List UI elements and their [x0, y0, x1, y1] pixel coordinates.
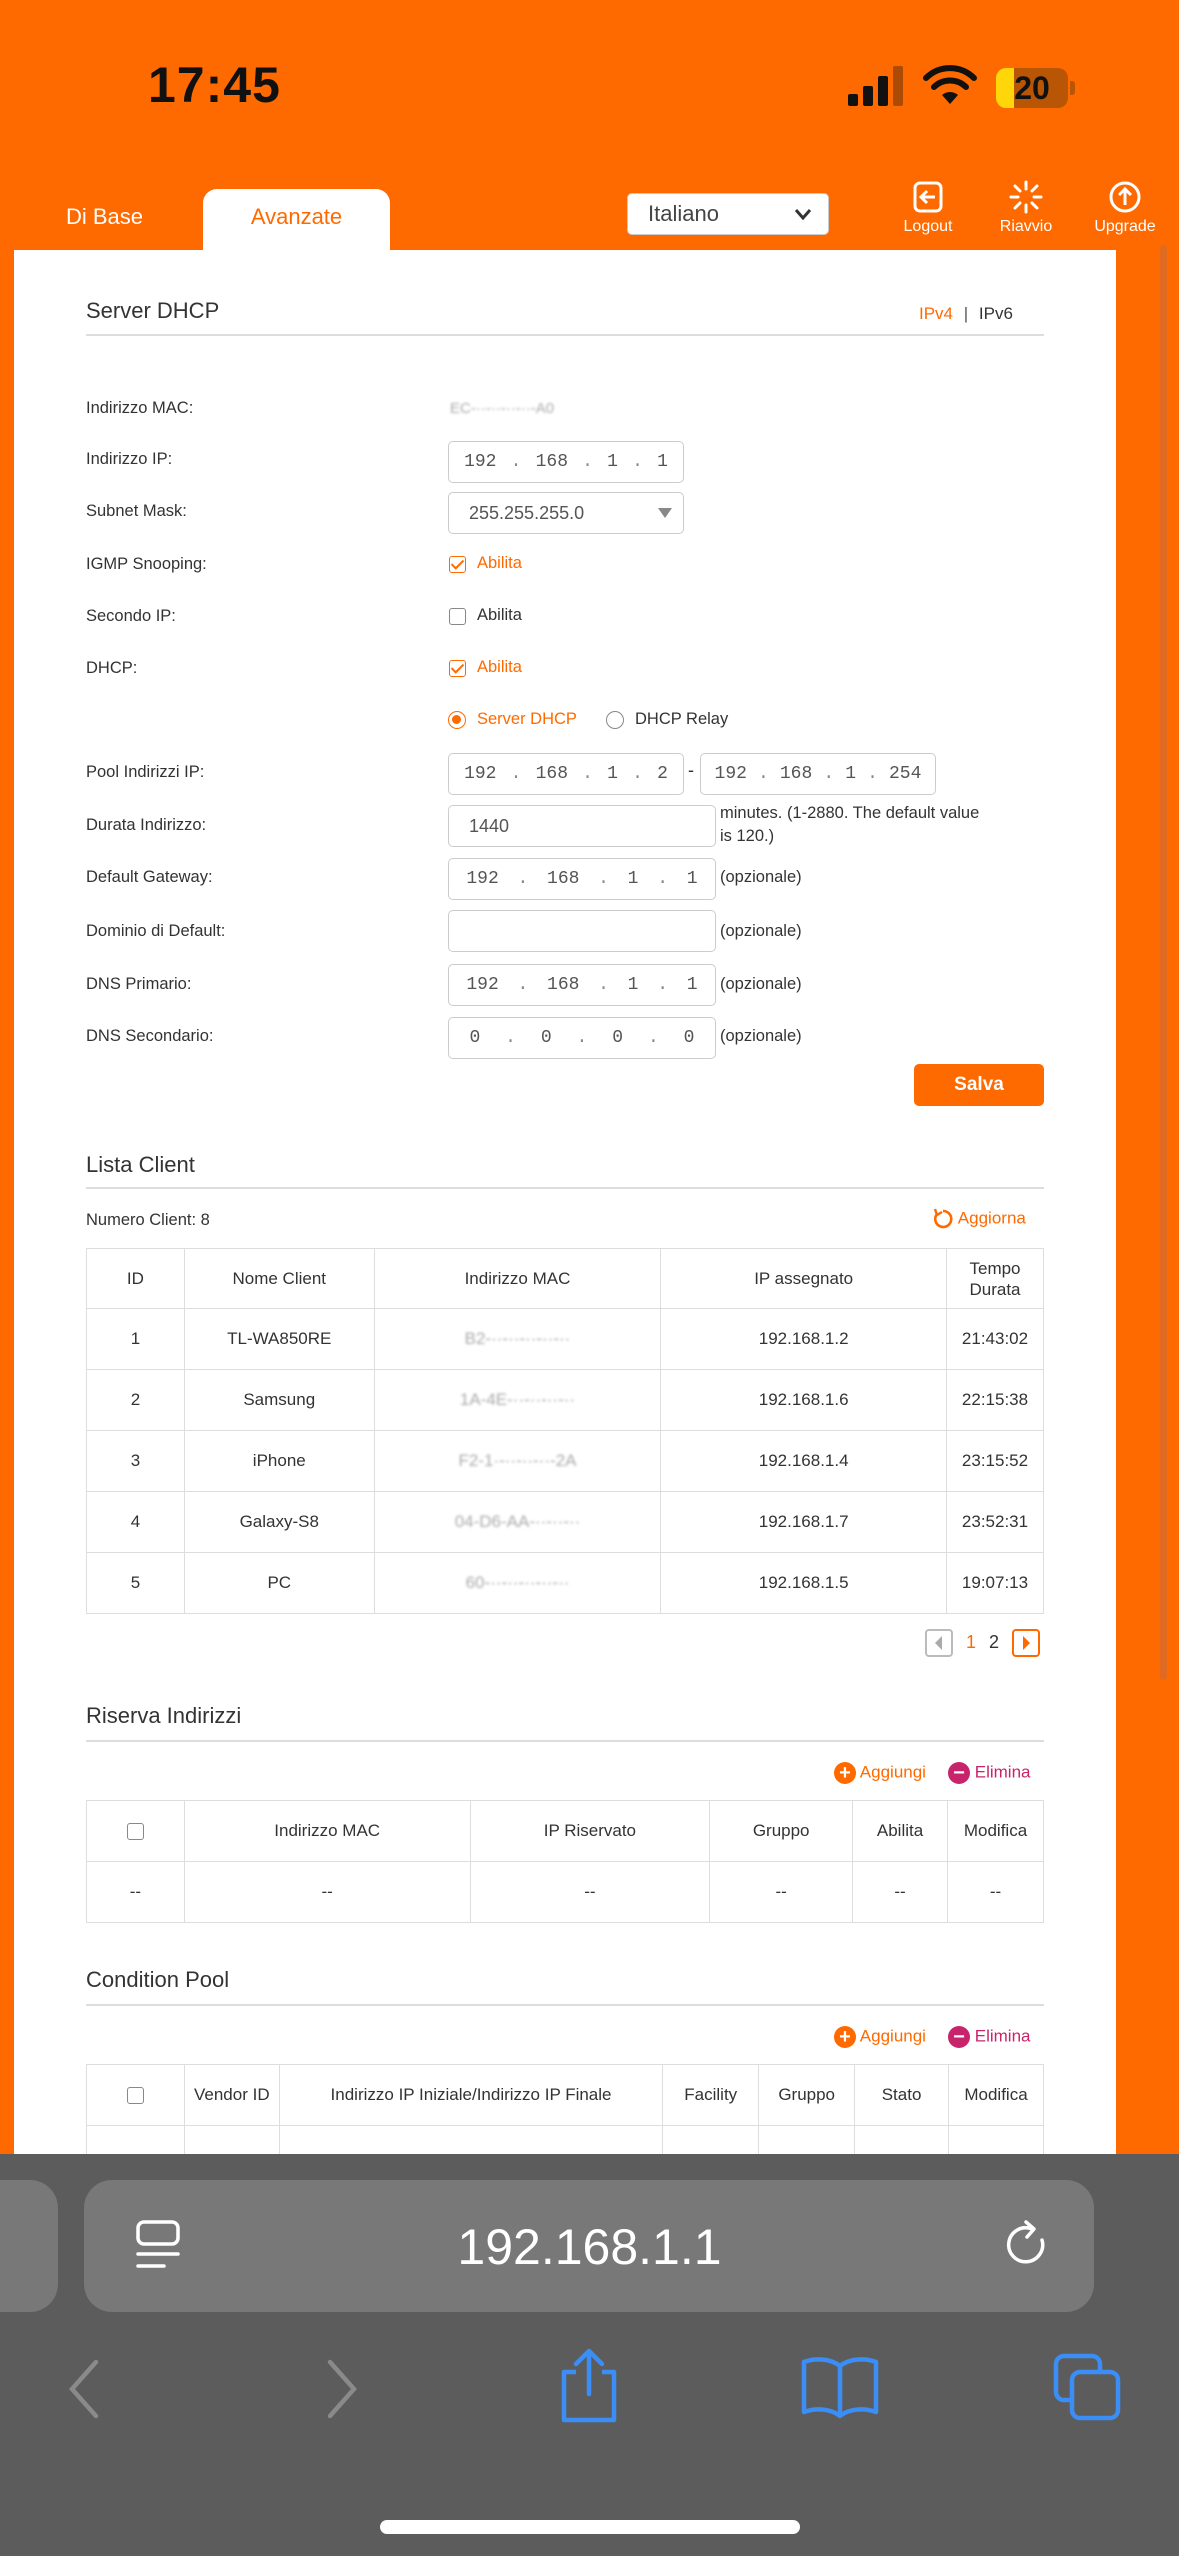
table-row	[87, 2126, 1044, 2155]
table-row	[87, 1370, 1044, 1431]
second-ip-option: Abilita	[477, 606, 522, 624]
cell-mac: 60-··-··-··-··-··	[374, 1553, 661, 1614]
cell-mac: B2-··-··-··-··-··	[374, 1309, 661, 1370]
condition-pool-table-wrap	[86, 2064, 1044, 2154]
reboot-icon	[1009, 180, 1043, 214]
octet: 0	[469, 1028, 481, 1048]
reserve-add-button[interactable]	[834, 1762, 926, 1784]
refresh-label: Aggiorna	[957, 1208, 1026, 1228]
select-all-checkbox[interactable]	[127, 2087, 144, 2104]
octet: 2	[657, 764, 668, 784]
col-name: Nome Client	[184, 1249, 374, 1309]
octet: 0	[612, 1028, 624, 1048]
col-status: Stato	[855, 2065, 949, 2126]
subnet-mask-select[interactable]	[448, 492, 684, 534]
octet: 1	[627, 975, 639, 995]
section-title-condition-pool: Condition Pool	[86, 1967, 230, 1992]
cell-time: 23:52:31	[947, 1492, 1044, 1553]
url-text: 192.168.1.1	[457, 2219, 722, 2275]
pool-add-label: Aggiungi	[859, 2026, 926, 2046]
octet: 168	[547, 975, 580, 995]
octet: 192	[714, 764, 747, 784]
cell-time: 23:15:52	[947, 1431, 1044, 1492]
divider	[86, 334, 1044, 336]
empty-cell	[663, 2126, 759, 2155]
cell-id: 1	[87, 1309, 185, 1370]
client-count: Numero Client: 8	[86, 1211, 210, 1229]
dhcp-option: Abilita	[477, 658, 522, 676]
add-icon: +	[834, 1762, 856, 1784]
empty-cell	[855, 2126, 949, 2155]
empty-cell: --	[470, 1862, 710, 1923]
gateway-label: Default Gateway:	[86, 868, 213, 886]
bookmarks-icon[interactable]	[800, 2354, 880, 2420]
refresh-icon	[932, 1208, 954, 1230]
dhcp-label: DHCP:	[86, 659, 138, 677]
reserve-delete-label: Elimina	[974, 1762, 1031, 1782]
pool-add-button[interactable]	[834, 2026, 926, 2048]
forward-icon[interactable]	[322, 2356, 362, 2422]
section-title-dhcp: Server DHCP	[86, 298, 220, 323]
reboot-button[interactable]	[986, 180, 1066, 236]
octet: 168	[779, 764, 813, 784]
remove-icon: −	[948, 1762, 970, 1784]
cell-time: 19:07:13	[947, 1553, 1044, 1614]
prev-page-button[interactable]	[925, 1629, 953, 1657]
table-row	[87, 1431, 1044, 1492]
battery-level: 20	[1014, 70, 1050, 106]
ip-address-input[interactable]: 192 . 168 . 1 . 1	[448, 441, 684, 483]
cell-mac: 1A-4E-··-··-··-··	[374, 1370, 661, 1431]
dhcp-server-radio[interactable]	[448, 711, 466, 729]
cell-id: 5	[87, 1553, 185, 1614]
battery-icon	[996, 68, 1076, 108]
remove-icon: −	[948, 2026, 970, 2048]
empty-cell	[279, 2126, 663, 2155]
chevron-down-icon	[792, 200, 814, 228]
upgrade-button[interactable]	[1085, 180, 1165, 236]
cell-ip: 192.168.1.5	[661, 1553, 947, 1614]
condition-pool-table	[86, 2064, 1044, 2154]
table-header-row	[87, 1249, 1044, 1309]
tabs-icon[interactable]	[1052, 2352, 1124, 2424]
col-vendor-id: Vendor ID	[184, 2065, 279, 2126]
ipv6-link[interactable]: IPv6	[978, 304, 1013, 323]
gateway-input[interactable]: 192 . 168 . 1 . 1	[448, 858, 716, 900]
reserve-add-label: Aggiungi	[859, 1762, 926, 1782]
add-icon: +	[834, 2026, 856, 2048]
ip-version-separator: |	[963, 304, 969, 323]
language-select[interactable]	[627, 193, 829, 235]
igmp-option: Abilita	[477, 554, 522, 572]
wifi-icon	[922, 64, 978, 108]
octet: 1	[627, 869, 639, 889]
octet: 1	[657, 452, 668, 472]
page-1[interactable]: 1	[966, 1632, 977, 1652]
status-time: 17:45	[148, 57, 281, 113]
octet: 1	[607, 452, 618, 472]
client-table	[86, 1248, 1044, 1614]
table-row	[87, 1492, 1044, 1553]
tab-basic[interactable]: Di Base	[66, 204, 144, 229]
divider	[86, 2004, 1044, 2006]
cell-mac: F2-1·-··-··-··-2A	[374, 1431, 661, 1492]
save-button[interactable]: Salva	[914, 1064, 1044, 1106]
pool-label: Pool Indirizzi IP:	[86, 763, 205, 781]
cell-ip: 192.168.1.2	[661, 1309, 947, 1370]
cell-name: TL-WA850RE	[184, 1309, 374, 1370]
empty-cell: --	[948, 1862, 1044, 1923]
language-value: Italiano	[648, 201, 719, 226]
pool-start-input[interactable]: 192 . 168 . 1 . 2	[448, 753, 684, 795]
octet: 1	[686, 975, 698, 995]
lease-input[interactable]	[448, 805, 716, 847]
next-page-button[interactable]	[1012, 1629, 1040, 1657]
mac-value: EC-··-··-··-··-A0	[450, 400, 555, 417]
pool-delete-button[interactable]	[948, 2026, 1030, 2048]
mac-label: Indirizzo MAC:	[86, 399, 194, 417]
octet: 168	[535, 452, 569, 472]
empty-cell: --	[853, 1862, 948, 1923]
octet: 254	[888, 764, 922, 784]
col-reserved-ip: IP Riservato	[470, 1801, 710, 1862]
col-lease-time-line1: Tempo	[969, 1258, 1021, 1278]
dhcp-checkbox[interactable]	[449, 660, 466, 677]
scrollbar[interactable]	[1160, 245, 1167, 1680]
col-mac: Indirizzo MAC	[184, 1801, 470, 1862]
empty-cell: --	[710, 1862, 853, 1923]
col-group: Gruppo	[710, 1801, 853, 1862]
upgrade-label: Upgrade	[1094, 218, 1156, 235]
cell-ip: 192.168.1.4	[661, 1431, 947, 1492]
octet: 192	[466, 975, 499, 995]
octet: 0	[683, 1028, 695, 1048]
divider	[86, 1740, 1044, 1742]
upgrade-icon	[1108, 180, 1142, 214]
cell-id: 3	[87, 1431, 185, 1492]
cell-ip: 192.168.1.7	[661, 1492, 947, 1553]
dns1-label: DNS Primario:	[86, 975, 192, 993]
dhcp-server-label: Server DHCP	[477, 710, 577, 728]
cell-id: 4	[87, 1492, 185, 1553]
lease-note-line1: minutes. (1-2880. The default value	[720, 804, 980, 822]
gateway-note: (opzionale)	[720, 868, 802, 886]
table-row	[87, 1862, 1044, 1923]
dns2-input[interactable]: 0 . 0 . 0 . 0	[448, 1017, 716, 1059]
col-ip: IP assegnato	[661, 1249, 947, 1309]
cell-name: PC	[184, 1553, 374, 1614]
cell-name: Galaxy-S8	[184, 1492, 374, 1553]
ipv4-link[interactable]: IPv4	[919, 304, 954, 323]
subnet-mask-label: Subnet Mask:	[86, 502, 187, 520]
chevron-right-icon	[1014, 1631, 1038, 1655]
octet: 192	[466, 869, 499, 889]
pool-delete-label: Elimina	[974, 2026, 1031, 2046]
section-title-reservation: Riserva Indirizzi	[86, 1703, 242, 1728]
cellular-signal-icon	[846, 64, 908, 108]
empty-cell	[949, 2126, 1044, 2155]
col-lease-time-line2: Durata	[969, 1279, 1021, 1299]
cell-name: Samsung	[184, 1370, 374, 1431]
octet: 1	[845, 764, 857, 784]
empty-cell	[184, 2126, 279, 2155]
subnet-mask-value: 255.255.255.0	[469, 503, 585, 523]
domain-note: (opzionale)	[720, 922, 802, 940]
home-indicator	[380, 2520, 800, 2534]
cell-time: 21:43:02	[947, 1309, 1044, 1370]
refresh-button[interactable]	[932, 1208, 1026, 1230]
dns2-label: DNS Secondario:	[86, 1027, 214, 1045]
cell-mac: 04-D6-AA-··-··-··	[374, 1492, 661, 1553]
page-2[interactable]: 2	[989, 1632, 1000, 1652]
cell-id: 2	[87, 1370, 185, 1431]
reboot-label: Riavvio	[999, 218, 1053, 235]
reload-icon[interactable]	[1002, 2218, 1054, 2274]
reservation-table	[86, 1800, 1044, 1923]
ip-label: Indirizzo IP:	[86, 450, 173, 468]
logout-label: Logout	[903, 218, 953, 235]
empty-cell: --	[87, 1862, 185, 1923]
lease-value: 1440	[469, 816, 510, 836]
logout-icon	[911, 180, 945, 214]
share-icon[interactable]	[556, 2346, 622, 2426]
section-title-clients: Lista Client	[86, 1152, 195, 1177]
select-all-cell	[87, 1801, 185, 1862]
table-row	[87, 1309, 1044, 1370]
dns2-note: (opzionale)	[720, 1027, 802, 1045]
domain-input[interactable]	[448, 910, 716, 952]
back-icon[interactable]	[64, 2356, 104, 2422]
col-enable: Abilita	[853, 1801, 948, 1862]
table-header-row	[87, 2065, 1044, 2126]
col-lease-time	[947, 1249, 1044, 1309]
igmp-label: IGMP Snooping:	[86, 555, 207, 573]
second-ip-label: Secondo IP:	[86, 607, 176, 625]
octet: 168	[547, 869, 580, 889]
empty-cell	[759, 2126, 855, 2155]
col-mac: Indirizzo MAC	[374, 1249, 661, 1309]
table-row	[87, 1553, 1044, 1614]
pool-range-dash: -	[688, 760, 694, 780]
igmp-checkbox[interactable]	[449, 556, 466, 573]
octet: 192	[464, 452, 497, 472]
pool-end-input[interactable]: 192 . 168 . 1 . 254	[700, 753, 936, 795]
cell-ip: 192.168.1.6	[661, 1370, 947, 1431]
logout-button[interactable]	[888, 180, 968, 236]
empty-cell: --	[184, 1862, 470, 1923]
col-id: ID	[87, 1249, 185, 1309]
octet: 1	[607, 764, 618, 784]
second-ip-checkbox[interactable]	[449, 608, 466, 625]
cell-name: iPhone	[184, 1431, 374, 1492]
chevron-left-icon	[927, 1631, 951, 1655]
select-all-cell	[87, 2065, 185, 2126]
col-facility: Facility	[663, 2065, 759, 2126]
dhcp-relay-label: DHCP Relay	[635, 710, 729, 728]
lease-label: Durata Indirizzo:	[86, 816, 207, 834]
dns1-input[interactable]: 192 . 168 . 1 . 1	[448, 964, 716, 1006]
octet: 0	[540, 1028, 552, 1048]
table-header-row	[87, 1801, 1044, 1862]
cell-time: 22:15:38	[947, 1370, 1044, 1431]
lease-note-line2: is 120.)	[720, 827, 775, 845]
divider	[86, 1187, 1044, 1189]
col-ip-range: Indirizzo IP Iniziale/Indirizzo IP Finale	[279, 2065, 663, 2126]
dns1-note: (opzionale)	[720, 975, 802, 993]
octet: 168	[535, 764, 569, 784]
octet: 192	[464, 764, 497, 784]
empty-cell	[87, 2126, 185, 2155]
col-edit: Modifica	[948, 1801, 1044, 1862]
reserve-delete-button[interactable]	[948, 1762, 1030, 1784]
col-edit: Modifica	[949, 2065, 1044, 2126]
octet: 1	[686, 869, 698, 889]
dropdown-arrow-icon	[657, 507, 673, 519]
domain-label: Dominio di Default:	[86, 922, 226, 940]
col-group: Gruppo	[759, 2065, 855, 2126]
dhcp-relay-radio[interactable]	[606, 711, 624, 729]
select-all-checkbox[interactable]	[127, 1823, 144, 1840]
tab-advanced[interactable]: Avanzate	[203, 189, 390, 251]
